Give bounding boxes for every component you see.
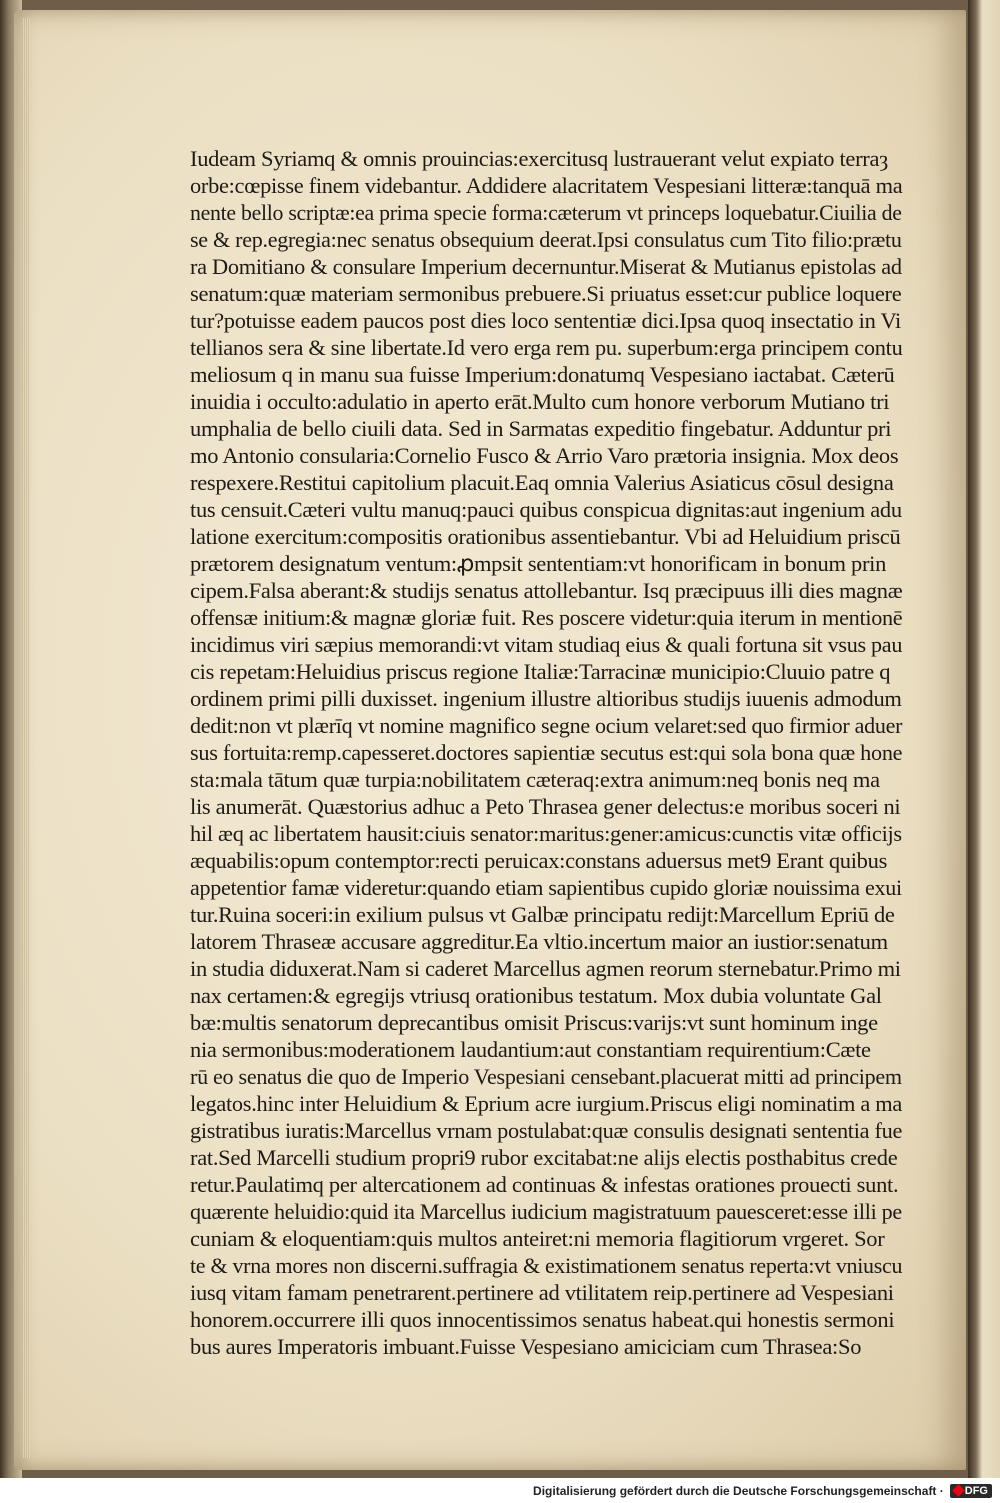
text-line: retur.Paulatimq per altercationem ad continuas & infestas orationes prouecti sunt. [190,1172,899,1197]
text-line: te & vrna mores non discerni.suffragia & existimationem senatus reperta:vt vniuscu [190,1253,903,1278]
text-line: rat.Sed Marcelli studium propri9 rubor excitabat:ne alijs electis posthabitus crede [190,1145,898,1170]
text-line: nia sermonibus:moderationem laudantium:aut constantiam requirentium:Cæte [190,1037,871,1062]
text-line: nax certamen:& egregijs vtriusq orationibus testatum. Mox dubia voluntate Gal [190,983,882,1008]
text-line: sus fortuita:remp.capesseret.doctores sapientiæ secutus est:qui sola bona quæ hone [190,740,903,765]
text-line: umphalia de bello ciuili data. Sed in Sarmatas expeditio fingebatur. Adduntur pri [190,416,892,441]
text-line: lis anumerāt. Quæstorius adhuc a Peto Thrasea gener delectus:e moribus soceri ni [190,794,901,819]
text-line: iusq vitam famam penetrarent.pertinere ad vtilitatem reip.pertinere ad Vespesiani [190,1280,894,1305]
text-line: meliosum q in manu sua fuisse Imperium:donatumq Vespesiano iactabat. Cæterū [190,362,895,387]
text-line: sta:mala tātum quæ turpia:nobilitatem cæteraq:extra animum:neq bonis neq ma [190,767,880,792]
text-line: honorem.occurrere illi quos innocentissimos senatus habeat.qui honestis sermoni [190,1307,895,1332]
text-line: cis repetam:Heluidius priscus regione Italiæ:Tarracinæ municipio:Cluuio patre q [190,659,891,684]
text-line: æquabilis:opum contemptor:recti peruicax:constans aduersus met9 Erant quibus [190,848,888,873]
text-line: ordinem primi pilli duxisset. ingenium illustre altioribus studijs iuuenis admodum [190,686,902,711]
text-line: hil æq ac libertatem hausit:ciuis senator:maritus:gener:amicus:cunctis vitæ officijs [190,821,902,846]
text-line: tus censuit.Cæteri vultu manuq:pauci quibus conspicua dignitas:aut ingenium adu [190,497,902,522]
text-line: quærente heluidio:quid ita Marcellus iudicium magistratuum pauesceret:esse illi pe [190,1199,902,1224]
text-line: se & rep.egregia:nec senatus obsequium deerat.Ipsi consulatus cum Tito filio:prætu [190,227,902,252]
text-line: cuniam & eloquentiam:quis multos anteiret:ni memoria flagitiorum vrgeret. Sor [190,1226,885,1251]
text-line: latione exercitum:compositis orationibus assentiebantur. Vbi ad Heluidium priscū [190,524,901,549]
text-line: respexere.Restitui capitolium placuit.Eaq omnia Valerius Asiaticus cōsul designa [190,470,894,495]
text-line: latorem Thraseæ accusare aggreditur.Ea vltio.incertum maior an iustior:senatum [190,929,888,954]
text-column [190,145,902,1360]
text-line: ra Domitiano & consulare Imperium decernuntur.Miserat & Mutianus epistolas ad [190,254,902,279]
text-line: offensæ initium:& magnæ gloriæ fuit. Res poscere videtur:quia iterum in mentionē [190,605,903,630]
text-line: appetentior famæ videretur:quando etiam sapientibus cupido gloriæ nouissima exui [190,875,902,900]
dfg-logo-text: DFG [964,1484,988,1497]
footer-bar [0,1478,1000,1503]
text-line: prætorem designatum ventum:ꝓmpsit sententiam:vt honorificam in bonum prin [190,551,887,576]
text-line: tur.Ruina soceri:in exilium pulsus vt Galbæ principatu redijt:Marcellum Epriū de [190,902,895,927]
text-line: bus aures Imperatoris imbuant.Fuisse Vespesiano amiciciam cum Thrasea:So [190,1334,862,1359]
text-line: tellianos sera & sine libertate.Id vero erga rem pu. superbum:erga principem contu [190,335,903,360]
dfg-logo [950,1484,992,1498]
dfg-diamond-icon [952,1484,965,1497]
text-line: gistratibus iuratis:Marcellus vrnam postulabat:quæ consulis designati sententia fue [190,1118,903,1143]
text-line: rū eo senatus die quo de Imperio Vespesiani censebant.placuerat mitti ad principem [190,1064,902,1089]
text-line: Iudeam Syriamq & omnis prouincias:exercitusq lustrauerant velut expiato terraȝ [190,146,888,171]
funding-credit: Digitalisierung gefördert durch die Deutsche Forschungsgemeinschaft · [533,1483,944,1498]
text-line: cipem.Falsa aberant:& studijs senatus attollebantur. Isq præcipuus illi dies magnæ [190,578,903,603]
text-line: nente bello scriptæ:ea prima specie forma:cæterum vt princeps loquebatur.Ciuilia de [190,200,902,225]
text-line: senatum:quæ materiam sermonibus prebuere.Si priuatus esset:cur publice loquere [190,281,902,306]
text-line: incidimus viri sæpius memorandi:vt vitam studiaq eius & quali fortuna sit vsus pau [190,632,903,657]
page-stack-edge [22,18,30,1458]
text-line: orbe:cœpisse finem videbantur. Addidere alacritatem Vespesiani litteræ:tanquā ma [190,173,903,198]
text-line: legatos.hinc inter Heluidium & Eprium acre iurgium.Priscus eligi nominatim a ma [190,1091,902,1116]
facing-page-edge [968,0,1000,1478]
text-line: tur?potuisse eadem paucos post dies loco sententiæ dici.Ipsa quoq insectatio in Vi [190,308,901,333]
text-line: inuidia i occulto:adulatio in aperto erāt.Multo cum honore verborum Mutiano tri [190,389,890,414]
text-line: mo Antonio consularia:Cornelio Fusco & Arrio Varo prætoria insignia. Mox deos [190,443,899,468]
text-line: dedit:non vt plærīq vt nomine magnifico segne ocium velaret:sed quo firmior aduer [190,713,903,738]
text-line: in studia diduxerat.Nam si caderet Marcellus agmen reorum sternebatur.Primo mi [190,956,901,981]
text-line: bæ:multis senatorum deprecantibus omisit Priscus:varijs:vt sunt hominum inge [190,1010,878,1035]
